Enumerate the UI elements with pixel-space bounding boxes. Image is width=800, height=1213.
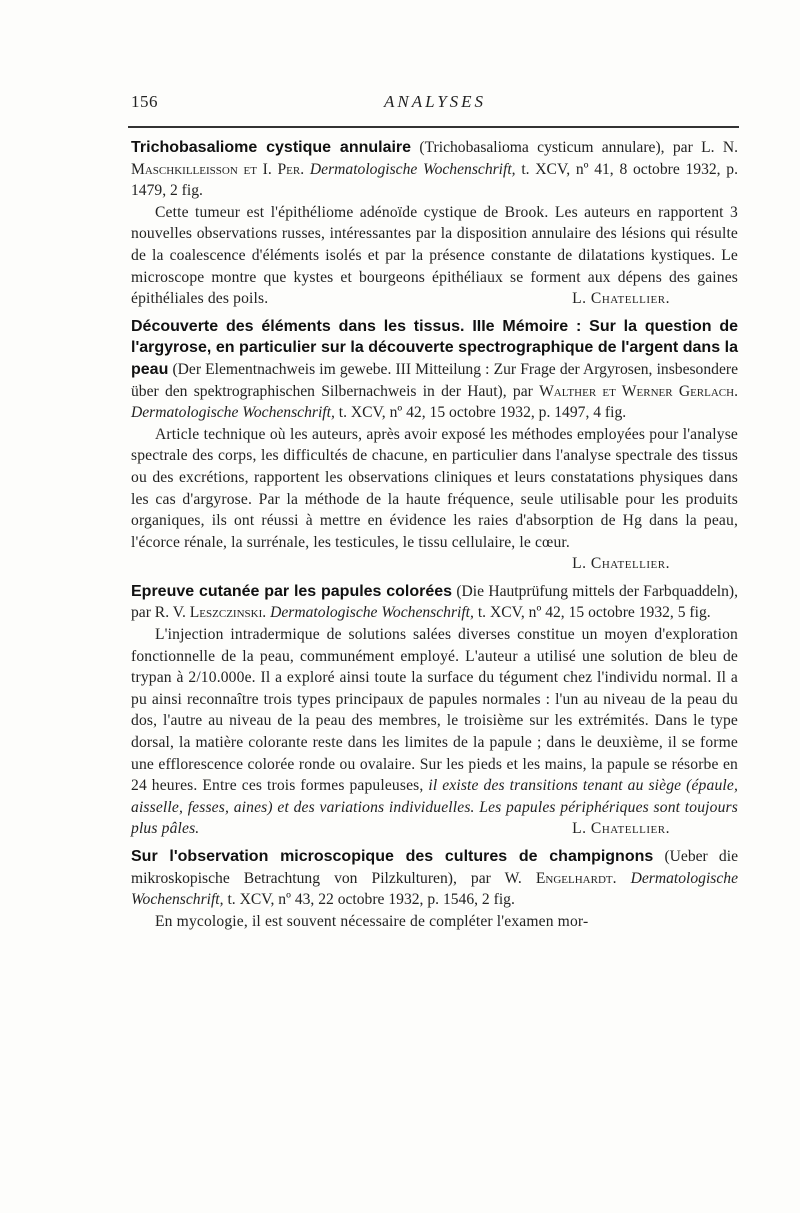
author-names: Engelhardt.: [535, 869, 617, 887]
author-names: Leszczinski.: [189, 604, 267, 622]
journal-name: Dermatologische Wochenschrift,: [131, 869, 738, 909]
signature: L. Chatellier.: [572, 555, 670, 573]
reference-details: t. XCV, nº 41, 8 octobre 1932, p. 1479, 2 fig.: [131, 160, 738, 200]
abstract-paragraph: [131, 624, 738, 840]
article: [131, 137, 738, 310]
running-title: ANALYSES: [383, 92, 487, 111]
article: [131, 581, 738, 840]
header-rule: [128, 126, 739, 128]
reference-details: t. XCV, nº 43, 22 octobre 1932, p. 1546, 2 fig.: [227, 891, 515, 909]
article: [131, 316, 738, 575]
abstract-text: L'injection intradermique de solutions salées diverses constitue un moyen d'exploration fonctionnelle de la peau, communément employé. L'auteur a utilisé une solution de bleu de trypan à 2/10.000e. Il a exploré ainsi toute la surface du tégument chez l'individu normal. Il a pu ainsi reconnaître trois types principaux de papules normales : l'un au niveau de la peau du dos, l'autre au niveau de la peau des membres, le troisième sur les extrémités. Dans le type dorsal, la matière colorante reste dans les limites de la papule ; dans le deuxième, il se forme une efflorescence colorée ronde ou ovalaire. Sur les pieds et les mains, la papule se résorbe en 24 heures. Entre ces trois formes papuleuses,: [131, 626, 738, 795]
article-title: Sur l'observation microscopique des cultures de champignons: [131, 848, 654, 865]
article-heading: [131, 316, 738, 424]
journal-name: Dermatologische Wochenschrift,: [309, 160, 516, 178]
article-title: Trichobasaliome cystique annulaire: [131, 139, 412, 156]
journal-name: Dermatologische Wochenschrift,: [270, 604, 474, 622]
page-number: 156: [131, 92, 158, 111]
abstract-paragraph: [131, 202, 738, 310]
reference-text: (Trichobasalioma cysticum annulare), par L. N.: [419, 139, 738, 156]
author-names: Walther et Werner Gerlach.: [539, 382, 738, 400]
reference-text: (Die Hautprüfung mittels der Farbquaddeln), par R. V.: [131, 582, 738, 622]
journal-name: Dermatologische Wochenschrift,: [131, 404, 335, 422]
article: [131, 846, 738, 932]
article-title: Epreuve cutanée par les papules colorées: [131, 582, 453, 600]
reference-details: t. XCV, nº 42, 15 octobre 1932, 5 fig.: [477, 604, 711, 622]
article-heading: [131, 137, 738, 202]
running-head: [131, 92, 739, 122]
article-title: Découverte des éléments dans les tissus. IIIe Mémoire : Sur la question de l'argyrose, en particulier sur la découverte spectrographique de l'argent dans la peau: [131, 317, 738, 378]
abstract-paragraph: En mycologie, il est souvent nécessaire de compléter l'examen mor-: [155, 912, 589, 930]
abstract-italic-text: il existe des transitions tenant au siège (épaule, aisselle, fesses, aines) et des variations individuelles. Les papules périphériques sont toujours plus pâles.: [131, 777, 738, 838]
signature: L. Chatellier.: [572, 820, 670, 838]
article-heading: [131, 581, 738, 624]
article-heading: [131, 846, 738, 911]
signature: L. Chatellier.: [572, 290, 670, 308]
author-names: Maschkilleisson et I. Per.: [131, 160, 305, 178]
abstract-text: Cette tumeur est l'épithéliome adénoïde cystique de Brook. Les auteurs en rapportent 3 nouvelles observations russes, intéressantes par la disposition annulaire des lésions qui résulte de la coalescence d'éléments isolés et par la présence constante de dilatations kystiques. Le microscope montre que kystes et bourgeons épithéliaux se forment aux dépens des gaines épithéliales des poils.: [131, 203, 738, 308]
reference-text: (Ueber die mikroskopische Betrachtung von Pilzkulturen), par W.: [131, 848, 738, 887]
reference-details: t. XCV, nº 42, 15 octobre 1932, p. 1497, 4 fig.: [338, 404, 627, 422]
abstract-paragraph: Article technique où les auteurs, après avoir exposé les méthodes employées pour l'analyse spectrale des corps, les difficultés de chacune, en particulier dans l'analyse spectrale des tissus ou des excrétions, rapportent les observations cliniques et leurs constatations physiques dans les cas d'argyrose. Par la méthode de la haute fréquence, seule utilisable pour les produits organiques, ils ont réussi à mettre en évidence les raies d'absorption de Hg dans la peau, l'écorce rénale, la surrénale, les testicules, le tissu cellulaire, le cœur.: [131, 425, 738, 551]
article-list: [131, 137, 738, 938]
reference-text: (Der Elementnachweis im gewebe. III Mitteilung : Zur Frage der Argyrosen, insbesondere über den spektrographischen Silbernachweis in der Haut), par: [131, 360, 738, 400]
